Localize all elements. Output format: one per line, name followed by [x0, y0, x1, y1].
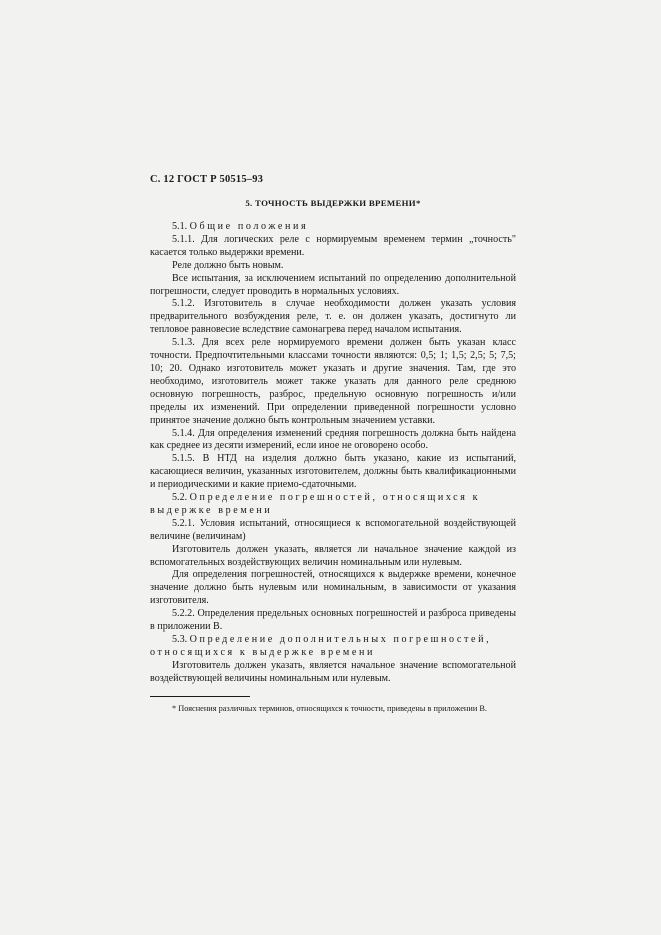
- heading-5-3-number: 5.3.: [172, 634, 188, 645]
- heading-5-3: [150, 634, 516, 660]
- section-title: 5. ТОЧНОСТЬ ВЫДЕРЖКИ ВРЕМЕНИ*: [245, 198, 421, 208]
- paragraph-dlya-opredeleniya: Для определения погрешностей, относящихся к выдержке времени, конечное значение должно быть нулевым или номинальным, в зависимости от указания изготовителя.: [150, 569, 516, 607]
- heading-5-2: [150, 492, 516, 518]
- paragraph-5-2-1: 5.2.1. Условия испытаний, относящиеся к вспомогательной воздействующей величине (величинам): [150, 517, 516, 542]
- paragraph-5-1-5: 5.1.5. В НТД на изделия должно быть указано, какие из испытаний, касающиеся величин, указанных изготовителем, должны быть квалификационными и периодическими и какие приемо-сдаточными.: [150, 453, 516, 491]
- heading-5-2-text: Определение погрешностей, относящихся к выдержке времени: [150, 492, 481, 516]
- heading-5-1: [150, 221, 516, 234]
- document-body: [150, 221, 516, 686]
- heading-5-1-text: Общие положения: [189, 221, 309, 232]
- heading-5-1-number: 5.1.: [172, 221, 188, 232]
- page-header: С. 12 ГОСТ Р 50515–93: [150, 174, 264, 185]
- paragraph-5-2-2: 5.2.2. Определения предельных основных погрешностей и разброса приведены в приложении В.: [150, 608, 516, 633]
- heading-5-3-text: Определение дополнительных погрешностей, относящихся к выдержке времени: [150, 634, 492, 658]
- paragraph-izgotovitel-1: Изготовитель должен указать, является ли начальное значение каждой из вспомогательных воздействующих величин номинальным или нулевым.: [150, 543, 516, 568]
- paragraph-izgotovitel-2: Изготовитель должен указать, является начальное значение вспомогательной воздействующей величины номинальным или нулевым.: [150, 659, 516, 684]
- paragraph-5-1-2: 5.1.2. Изготовитель в случае необходимости должен указать условия предварительного возбуждения реле, т. е. он должен указать, достигнуто ли тепловое равновесие вследствие самонагрева перед началом испытания.: [150, 298, 516, 336]
- footnote: * Пояснения различных терминов, относящихся к точности, приведены в приложении В.: [172, 704, 487, 713]
- footnote-rule: [150, 696, 250, 697]
- paragraph-rele: Реле должно быть новым.: [172, 259, 284, 271]
- paragraph-vse-ispytaniya: Все испытания, за исключением испытаний по определению дополнительной погрешности, следует проводить в нормальных условиях.: [150, 272, 516, 297]
- heading-5-2-number: 5.2.: [172, 492, 188, 504]
- paragraph-5-1-3: 5.1.3. Для всех реле нормируемого времени должен быть указан класс точности. Предпочтительными классами точности являются: 0,5; 1; 1,5; 2,5; 5; 7,5; 10; 20. Однако изготовитель может указать и другие значения. Там, где это необходимо, изготовитель может также указать для данного реле среднюю основную погрешность, разброс, предельную основную погрешность и/или пределы их изменений. При определении приведенной погрешности условно принятое значение должно быть контрольным значением уставки.: [150, 337, 516, 426]
- paragraph-5-1-4: 5.1.4. Для определения изменений средняя погрешность должна быть найдена как среднее из десяти измерений, если иное не оговорено особо.: [150, 427, 516, 452]
- paragraph-5-1-1: 5.1.1. Для логических реле с нормируемым временем термин „точность" касается только выдержки времени.: [150, 233, 516, 258]
